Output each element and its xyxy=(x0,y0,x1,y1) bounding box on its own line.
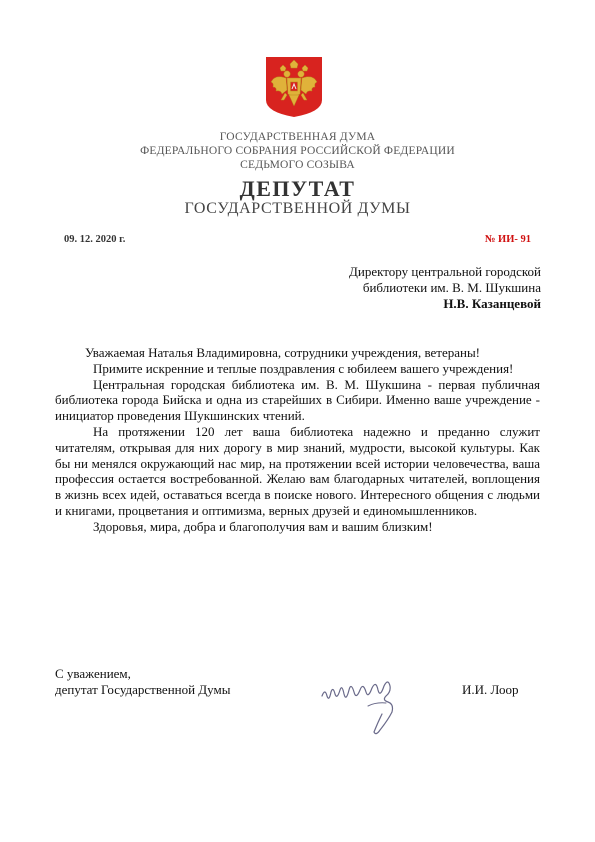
paragraph-3: На протяжении 120 лет ваша библиотека надежно и преданно служит читателям, открывая для них дорогу в мир знаний, мудрости, высокой культуры. Как бы ни менялся окружающий нас мир, на протяжении всей истории человечества, ваша профессия остается востребованной. Желаю вам благодарных читателей, воплощения в жизнь всех идей, оставаться всегда в поиске нового. Интересного общения с людьми и книгами, процветания и оптимизма, верных друзей и единомышленников. xyxy=(55,423,540,518)
letter-number: № ИИ- 91 xyxy=(484,234,531,245)
closing-position: депутат Государственной Думы xyxy=(55,682,231,697)
closing-regards: С уважением, xyxy=(55,666,131,681)
addressee-name: Н.В. Казанцевой xyxy=(443,296,541,311)
header-line-2: ФЕДЕРАЛЬНОГО СОБРАНИЯ РОССИЙСКОЙ ФЕДЕРАЦИИ xyxy=(140,145,455,157)
letterhead-subtitle: ГОСУДАРСТВЕННОЙ ДУМЫ xyxy=(184,200,411,217)
letterhead-title: ДЕПУТАТ xyxy=(239,176,356,201)
russian-coat-of-arms-icon xyxy=(265,56,323,118)
closing-block xyxy=(55,666,230,698)
addressee-line-1: Директору центральной городской xyxy=(349,264,541,279)
letter-date: 09. 12. 2020 г. xyxy=(64,234,126,245)
greeting: Уважаемая Наталья Владимировна, сотрудники учреждения, ветераны! xyxy=(85,345,481,360)
paragraph-1: Примите искренние и теплые поздравления с юбилеем вашего учреждения! xyxy=(93,360,514,376)
header-line-3: СЕДЬМОГО СОЗЫВА xyxy=(240,159,355,171)
addressee-line-2: библиотеки им. В. М. Шукшина xyxy=(362,280,541,295)
paragraph-2: Центральная городская библиотека им. В. М. Шукшина - первая публичная библиотека города Бийска и одна из старейших в Сибири. Именно ваше учреждение - инициатор проведения Шукшинских чтений. xyxy=(55,376,540,424)
paragraph-4: Здоровья, мира, добра и благополучия вам и вашим близким! xyxy=(93,518,433,534)
handwritten-signature-icon xyxy=(318,672,404,740)
header-line-1: ГОСУДАРСТВЕННАЯ ДУМА xyxy=(219,131,376,143)
letter-body xyxy=(55,345,540,535)
addressee-block xyxy=(349,264,541,312)
signer-name: И.И. Лоор xyxy=(462,682,519,697)
